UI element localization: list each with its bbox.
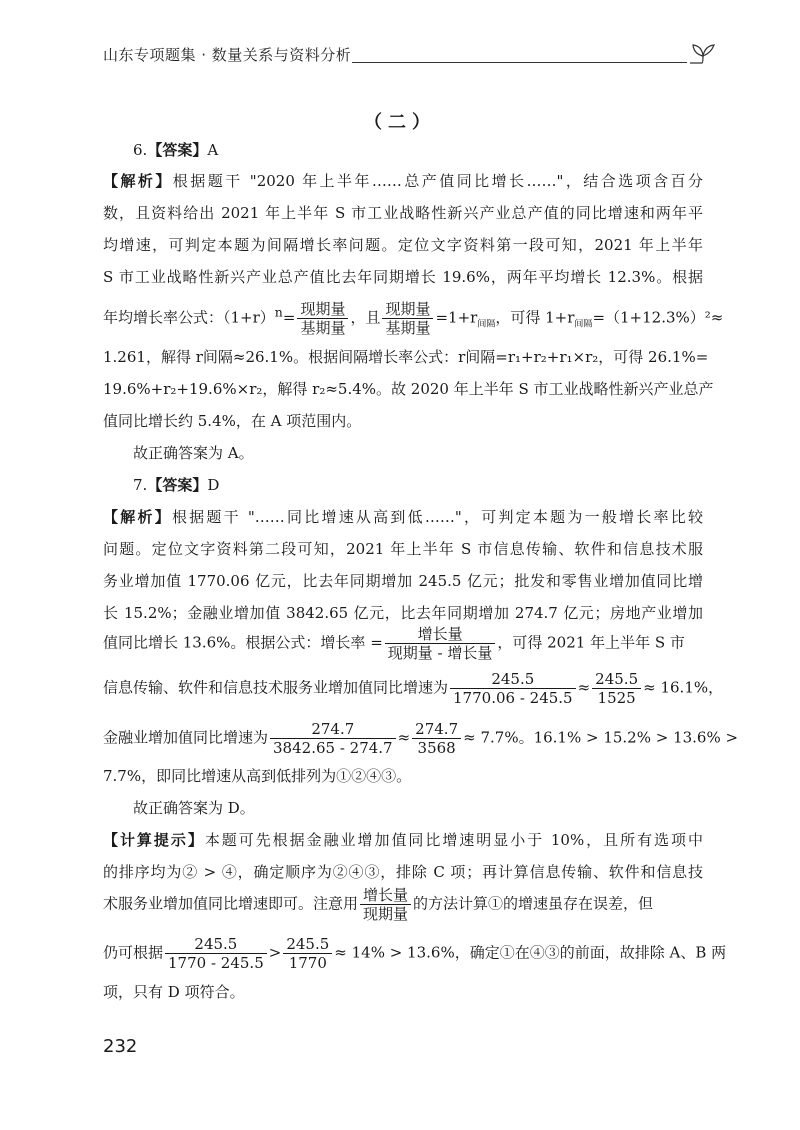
q7-approx-1: ≈ bbox=[577, 678, 591, 697]
q7-text-7c: ≈ 7.7%。16.1% > 15.2% > 13.6% > bbox=[463, 728, 739, 747]
q7-tip-text-3b: 的方法计算①的增速虽存在误差，但 bbox=[413, 894, 654, 913]
q6-exponent: n bbox=[274, 304, 283, 320]
q7-tip-text-1: 本题可先根据金融业增加值同比增速明显小于 10%，且所有选项中 bbox=[204, 831, 703, 849]
q6-fraction-2: $\frac{\text{现期量}}{\text{基期量}}$ bbox=[382, 300, 433, 337]
q7-tip-text-2: 的排序均为② > ④，确定顺序为②④③，排除 C 项；再计算信息传输、软件和信息技 bbox=[103, 863, 703, 881]
q6-analysis-line-1 bbox=[103, 171, 703, 191]
q6-answer-tag: 【答案】 bbox=[147, 141, 208, 159]
q7-text-8: 7.7%，即同比增速从高到低排列为①②④③。 bbox=[103, 767, 412, 785]
q7-answer-line bbox=[133, 475, 733, 495]
q7-fraction-info-2: $\frac{245.5}{1525}$ bbox=[592, 670, 641, 707]
q7-formula-line-1 bbox=[103, 625, 703, 662]
q6-conclusion: 故正确答案为 A。 bbox=[133, 444, 254, 462]
q7-text-4: 长 15.2%；金融业增加值 3842.65 亿元，比去年同期增加 274.7 亿元；房地产业增加 bbox=[103, 604, 703, 622]
q6-sub-1: 间隔 bbox=[477, 319, 496, 330]
q7-tip-text-5: 项，只有 D 项符合。 bbox=[103, 983, 245, 1001]
q6-text-4: S 市工业战略性新兴产业总产值比去年同期增长 19.6%，两年平均增长 12.3%。根据 bbox=[103, 268, 703, 286]
sprout-icon bbox=[686, 36, 720, 70]
q6-text-1: 根据题干 "2020 年上半年……总产值同比增长……"，结合选项含百分 bbox=[172, 172, 703, 190]
q7-tip-fraction-1: $\frac{245.5}{1770 - 245.5}$ bbox=[165, 935, 267, 972]
running-header: 山东专项题集 · 数量关系与资料分析 bbox=[103, 46, 352, 64]
q7-answer-tag: 【答案】 bbox=[147, 476, 208, 494]
q7-tip-fraction-2: $\frac{245.5}{1770}$ bbox=[283, 935, 332, 972]
q6-formula-line bbox=[103, 300, 724, 337]
q7-analysis-tag: 【解析】 bbox=[103, 508, 172, 526]
q7-tip-text-4a: 仍可根据 bbox=[103, 943, 164, 962]
q7-fraction-finance-2: $\frac{274.7}{3568}$ bbox=[412, 720, 461, 757]
q6-formula-i: =（1+12.3%）²≈ bbox=[592, 308, 724, 327]
q7-text-6c: ≈ 16.1%， bbox=[643, 678, 724, 697]
q6-text-6: 1.261，解得 r间隔≈26.1%。根据间隔增长率公式：r间隔=r₁+r₂+r₁×r₂，可得 26.1%= bbox=[103, 348, 709, 366]
q6-formula-e: =1+r bbox=[435, 308, 478, 327]
q6-formula-d: ，且 bbox=[350, 308, 381, 327]
page-number: 232 bbox=[103, 1036, 138, 1057]
q6-number: 6. bbox=[133, 141, 148, 159]
q7-text-3: 务业增加值 1770.06 亿元，比去年同期增加 245.5 亿元；批发和零售业增加值同比增 bbox=[103, 572, 703, 590]
q7-tip-gt: > bbox=[268, 943, 282, 962]
q6-text-8: 值同比增长约 5.4%，在 A 项范围内。 bbox=[103, 412, 362, 430]
q7-tip-line-4 bbox=[103, 935, 727, 972]
q7-conclusion: 故正确答案为 D。 bbox=[133, 799, 255, 817]
q7-text-6a: 信息传输、软件和信息技术服务业增加值同比增速为 bbox=[103, 678, 449, 697]
q7-analysis-line-1 bbox=[103, 507, 703, 527]
section-title: （二） bbox=[364, 112, 436, 133]
q7-tip-line-3 bbox=[103, 886, 703, 923]
q7-number: 7. bbox=[133, 476, 148, 494]
q6-sub-2: 间隔 bbox=[574, 319, 593, 330]
q6-formula-a: 年均增长率公式：（1+r） bbox=[103, 308, 275, 327]
q7-tip-fraction: $\frac{\text{增长量}}{\text{现期量}}$ bbox=[360, 886, 411, 923]
q7-approx-2: ≈ bbox=[397, 728, 411, 747]
q7-answer: D bbox=[207, 476, 220, 494]
q6-text-3: 均增速，可判定本题为间隔增长率问题。定位文字资料第一段可知，2021 年上半年 bbox=[103, 236, 703, 254]
q7-text-1: 根据题干 "……同比增速从高到低……"，可判定本题为一般增长率比较 bbox=[171, 508, 703, 526]
q6-answer-line bbox=[133, 140, 733, 160]
q7-tip-text-4c: ≈ 14% > 13.6%，确定①在④③的前面，故排除 A、B 两 bbox=[334, 943, 727, 962]
q6-fraction-1: $\frac{\text{现期量}}{\text{基期量}}$ bbox=[297, 300, 348, 337]
q7-text-2: 问题。定位文字资料第二段可知，2021 年上半年 S 市信息传输、软件和信息技术服 bbox=[103, 540, 703, 558]
q6-formula-g: ，可得 1+r bbox=[495, 308, 575, 327]
q7-formula-b: ，可得 2021 年上半年 S 市 bbox=[497, 633, 685, 652]
q6-text-2: 数，且资料给出 2021 年上半年 S 市工业战略性新兴产业总产值的同比增速和两年平 bbox=[103, 204, 703, 222]
q7-formula-line-3 bbox=[103, 720, 739, 757]
q7-formula-a: 值同比增长 13.6%。根据公式：增长率 = bbox=[103, 633, 383, 652]
q7-tip-text-3a: 术服务业增加值同比增速即可。注意用 bbox=[103, 894, 359, 913]
q7-fraction-info-1: $\frac{245.5}{1770.06 - 245.5}$ bbox=[450, 670, 576, 707]
q6-answer: A bbox=[207, 141, 219, 159]
q7-growth-fraction: $\frac{\text{增长量}}{\text{现期量 - 增长量}}$ bbox=[385, 625, 496, 662]
q6-formula-eq: = bbox=[282, 308, 296, 327]
q7-formula-line-2 bbox=[103, 670, 724, 707]
q7-tip-tag: 【计算提示】 bbox=[103, 831, 205, 849]
q7-fraction-finance-1: $\frac{274.7}{3842.65 - 274.7}$ bbox=[270, 720, 396, 757]
q7-tip-line-1 bbox=[103, 830, 703, 850]
q7-text-7a: 金融业增加值同比增速为 bbox=[103, 728, 269, 747]
header-rule bbox=[352, 62, 687, 63]
q6-analysis-tag: 【解析】 bbox=[103, 172, 173, 190]
q6-text-7: 19.6%+r₂+19.6%×r₂，解得 r₂≈5.4%。故 2020 年上半年 S 市工业战略性新兴产业总产 bbox=[103, 380, 714, 398]
